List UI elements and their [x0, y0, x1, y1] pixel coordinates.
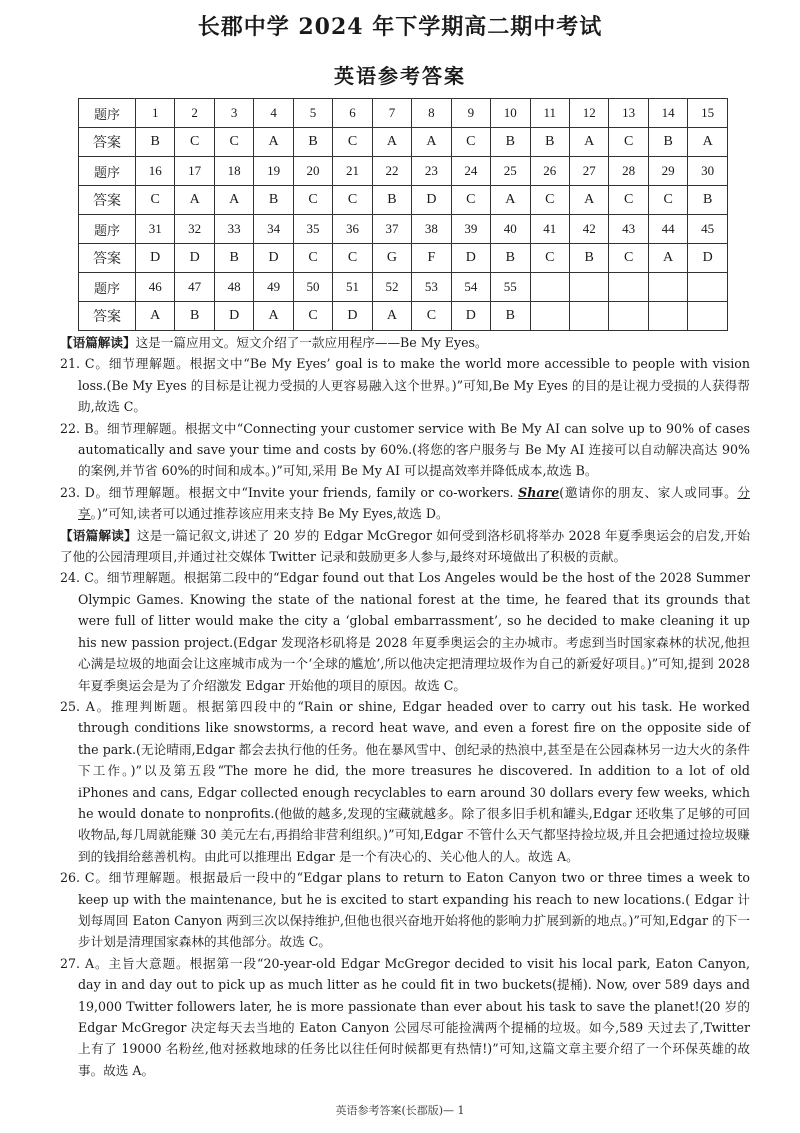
answer-cell: B: [136, 128, 175, 157]
explanations: [60, 332, 750, 1081]
question-number-cell: 16: [136, 157, 175, 186]
answer-cell: D: [451, 302, 490, 331]
row-label-answer: 答案: [79, 302, 136, 331]
answer-cell: F: [412, 244, 451, 273]
answer-cell: G: [372, 244, 411, 273]
question-number-cell: 20: [293, 157, 332, 186]
question-number-row: [79, 99, 728, 128]
row-label-answer: 答案: [79, 128, 136, 157]
row-label-answer: 答案: [79, 244, 136, 273]
question-number-cell: 35: [293, 215, 332, 244]
answer-cell: B: [530, 128, 569, 157]
answer-explanation-25: 25. A。推理判断题。根据第四段中的“Rain or shine, Edgar headed over to carry out his task. He worked through conditions like snowstorms, a record heat wave, and even a forest fire on the opposite side of the park.(无论晴雨,Edgar 都会去执行他的任务。他在暴风雪中、创纪录的热浪中,甚至是在公园森林另一边大火的条件下工作。)”以及第五段“The more he did, the more treasures he discovered. In addition to a lot of old iPhones and cans, Edgar collected enough recyclables to earn around 30 dollars every few weeks, which he would donate to nonprofits.(他做的越多,发现的宝藏就越多。除了很多旧手机和罐头,Edgar 还收集了足够的可回收物品,每几周就能赚 30 美元左右,再捐给非营利组织。)”可知,Edgar 不管什么天气都坚持捡垃圾,并且会把通过捡垃圾赚到的钱捐给慈善机构。由此可以推理出 Edgar 是一个有决心的、关心他人的人。故选 A。: [60, 698, 750, 864]
question-number-row: [79, 215, 728, 244]
q23-part-a: 23. D。细节理解题。根据文中“Invite your friends, family or co-workers.: [60, 484, 519, 500]
question-number-cell: 37: [372, 215, 411, 244]
question-number-cell: 3: [214, 99, 253, 128]
row-label-answer: 答案: [79, 186, 136, 215]
q23-share-word: Share: [518, 484, 560, 500]
question-number-cell: 55: [491, 273, 530, 302]
answer-explanation-24: 24. C。细节理解题。根据第二段中的“Edgar found out that Los Angeles would be the host of the 2028 Summer Olympic Games. Knowing the state of the national forest at the time, he feared that its grounds that were full of litter would make the city a ‘global embarrassment’, so he decided to make cleaning it up his new passion project.(Edgar 发现洛杉矶将是 2028 年夏季奥运会的主办城市。考虑到当时国家森林的状况,他担心满是垃圾的地面会让这座城市成为一个‘全球的尴尬’,所以他决定把清理垃圾作为自己的新爱好项目。)”可知,提到 2028 年夏季奥运会是为了介绍激发 Edgar 开始他的项目的原因。故选 C。: [60, 570, 750, 693]
answer-cell: B: [491, 244, 530, 273]
question-number-cell: 41: [530, 215, 569, 244]
question-number-cell: 28: [609, 157, 648, 186]
answer-cell: D: [214, 302, 253, 331]
question-number-cell: [609, 273, 648, 302]
answer-cell: B: [293, 128, 332, 157]
question-number-cell: 4: [254, 99, 293, 128]
answer-cell: C: [412, 302, 451, 331]
answer-cell: [569, 302, 608, 331]
question-number-cell: 21: [333, 157, 372, 186]
answer-cell: D: [412, 186, 451, 215]
question-number-cell: 30: [688, 157, 728, 186]
answer-cell: B: [491, 302, 530, 331]
answer-cell: [688, 302, 728, 331]
answer-cell: D: [451, 244, 490, 273]
answer-cell: C: [609, 128, 648, 157]
answer-cell: C: [136, 186, 175, 215]
answer-explanation-23: [60, 482, 750, 525]
answer-cell: C: [648, 186, 687, 215]
question-number-cell: 12: [569, 99, 608, 128]
question-number-cell: 7: [372, 99, 411, 128]
answer-cell: A: [136, 302, 175, 331]
answer-key-row: [79, 244, 728, 273]
question-number-cell: 13: [609, 99, 648, 128]
question-number-cell: 51: [333, 273, 372, 302]
question-number-cell: 1: [136, 99, 175, 128]
question-number-cell: 36: [333, 215, 372, 244]
answer-cell: B: [254, 186, 293, 215]
passage-intro-2: [60, 525, 750, 568]
question-number-cell: 48: [214, 273, 253, 302]
question-number-cell: [648, 273, 687, 302]
question-number-cell: 52: [372, 273, 411, 302]
question-number-row: [79, 157, 728, 186]
answer-cell: A: [569, 128, 608, 157]
answer-cell: C: [293, 244, 332, 273]
section-text: 这是一篇记叙文,讲述了 20 岁的 Edgar McGregor 如何受到洛杉矶将举办 2028 年夏季奥运会的启发,开始了他的公园清理项目,并通过社交媒体 Twitter 记录和鼓励更多人参与,最终对环境做出了积极的贡献。: [60, 527, 750, 565]
question-number-cell: [569, 273, 608, 302]
row-label-question: 题序: [79, 157, 136, 186]
answer-table: [78, 98, 728, 331]
q23-part-b: (邀请你的朋友、家人或同事。: [559, 484, 738, 500]
answer-cell: C: [530, 186, 569, 215]
answer-cell: C: [333, 244, 372, 273]
page-footer: 英语参考答案(长郡版)— 1: [335, 1104, 465, 1117]
question-number-cell: 2: [175, 99, 214, 128]
q23-share-translation: 分享: [78, 484, 750, 522]
question-number-cell: 19: [254, 157, 293, 186]
section-label: 【语篇解读】: [60, 527, 137, 543]
answer-cell: C: [609, 186, 648, 215]
question-number-cell: 45: [688, 215, 728, 244]
question-number-cell: 38: [412, 215, 451, 244]
question-number-row: [79, 273, 728, 302]
answer-cell: A: [412, 128, 451, 157]
question-number-cell: 6: [333, 99, 372, 128]
question-number-cell: 53: [412, 273, 451, 302]
answer-explanation-26: 26. C。细节理解题。根据最后一段中的“Edgar plans to return to Eaton Canyon two or three times a week to keep up with the maintenance, but he is excited to start expanding his reach to new locations.( Edgar 计划每周回 Eaton Canyon 两到三次以保持维护,但他也很兴奋地开始将他的影响力扩展到新的地点。)”可知,Edgar 的下一步计划是清理国家森林的其他部分。故选 C。: [60, 870, 750, 950]
answer-cell: C: [293, 302, 332, 331]
answer-cell: C: [333, 128, 372, 157]
answer-cell: A: [214, 186, 253, 215]
answer-cell: [530, 302, 569, 331]
answer-cell: B: [648, 128, 687, 157]
question-number-cell: 33: [214, 215, 253, 244]
question-number-cell: 27: [569, 157, 608, 186]
answer-cell: C: [175, 128, 214, 157]
question-number-cell: 50: [293, 273, 332, 302]
question-number-cell: 42: [569, 215, 608, 244]
answer-cell: A: [491, 186, 530, 215]
question-number-cell: 43: [609, 215, 648, 244]
answer-cell: C: [609, 244, 648, 273]
answer-explanation-22: 22. B。细节理解题。根据文中“Connecting your customer service with Be My AI can solve up to 90% of cases automatically and save your time and costs by 60%.(将您的客户服务与 Be My AI 连接可以自动解决高达 90%的案例,并节省 60%的时间和成本。)”可知,采用 Be My AI 可以提高效率并降低成本,故选 B。: [60, 420, 750, 479]
answer-cell: D: [688, 244, 728, 273]
question-number-cell: 17: [175, 157, 214, 186]
answer-key-row: [79, 128, 728, 157]
answer-cell: C: [451, 186, 490, 215]
row-label-question: 题序: [79, 99, 136, 128]
question-number-cell: 49: [254, 273, 293, 302]
question-number-cell: 40: [491, 215, 530, 244]
question-number-cell: 26: [530, 157, 569, 186]
answer-explanation-21: 21. C。细节理解题。根据文中“Be My Eyes’ goal is to make the world more accessible to people with vision loss.(Be My Eyes 的目标是让视力受损的人更容易融入这个世界。)”可知,Be My Eyes 的目的是让视力受损的人获得帮助,故选 C。: [60, 356, 750, 415]
answer-cell: A: [648, 244, 687, 273]
page-title: 长郡中学 2024 年下学期高二期中考试: [197, 14, 603, 40]
section-label: 【语篇解读】: [60, 335, 136, 350]
answer-cell: A: [254, 302, 293, 331]
question-number-cell: 54: [451, 273, 490, 302]
question-number-cell: 31: [136, 215, 175, 244]
row-label-question: 题序: [79, 215, 136, 244]
answer-cell: A: [372, 302, 411, 331]
answer-cell: B: [214, 244, 253, 273]
question-number-cell: 24: [451, 157, 490, 186]
question-number-cell: 14: [648, 99, 687, 128]
answer-cell: B: [372, 186, 411, 215]
question-number-cell: 46: [136, 273, 175, 302]
answer-cell: D: [254, 244, 293, 273]
question-number-cell: 39: [451, 215, 490, 244]
question-number-cell: 18: [214, 157, 253, 186]
question-number-cell: 29: [648, 157, 687, 186]
answer-cell: B: [688, 186, 728, 215]
question-number-cell: 5: [293, 99, 332, 128]
answer-cell: C: [293, 186, 332, 215]
passage-intro-1: [60, 332, 750, 353]
answer-cell: D: [136, 244, 175, 273]
answer-key-row: [79, 186, 728, 215]
answer-cell: A: [688, 128, 728, 157]
answer-cell: A: [569, 186, 608, 215]
question-number-cell: 47: [175, 273, 214, 302]
answer-cell: C: [451, 128, 490, 157]
answer-cell: [648, 302, 687, 331]
answer-cell: A: [372, 128, 411, 157]
question-number-cell: 22: [372, 157, 411, 186]
answer-cell: C: [333, 186, 372, 215]
answer-cell: A: [254, 128, 293, 157]
question-number-cell: 11: [530, 99, 569, 128]
answer-explanation-27: 27. A。主旨大意题。根据第一段“20-year-old Edgar McGregor decided to visit his local park, Eaton Canyon, day in and day out to pick up as much litter as he could fit in two buckets(提桶). Now, over 589 days and 19,000 Twitter followers later, he is more passionate than ever about his task to save the planet!(20 岁的 Edgar McGregor 决定每天去当地的 Eaton Canyon 公园尽可能捡满两个提桶的垃圾。如今,589 天过去了,Twitter 上有了 19000 名粉丝,他对拯救地球的任务比以往任何时候都更有热情!)”可知,这篇文章主要介绍了一个环保英雄的故事。故选 A。: [60, 955, 750, 1078]
answer-cell: B: [175, 302, 214, 331]
answer-cell: D: [175, 244, 214, 273]
question-number-cell: [530, 273, 569, 302]
question-number-cell: 10: [491, 99, 530, 128]
question-number-cell: [688, 273, 728, 302]
question-number-cell: 15: [688, 99, 728, 128]
question-number-cell: 34: [254, 215, 293, 244]
answer-cell: A: [175, 186, 214, 215]
question-number-cell: 8: [412, 99, 451, 128]
q23-part-c: 。)”可知,读者可以通过推荐该应用来支持 Be My Eyes,故选 D。: [90, 506, 449, 522]
page-subtitle: 英语参考答案: [334, 64, 466, 88]
section-text: 这是一篇应用文。短文介绍了一款应用程序——Be My Eyes。: [135, 335, 488, 350]
question-number-cell: 32: [175, 215, 214, 244]
answer-cell: C: [214, 128, 253, 157]
question-number-cell: 9: [451, 99, 490, 128]
question-number-cell: 44: [648, 215, 687, 244]
row-label-question: 题序: [79, 273, 136, 302]
answer-key-row: [79, 302, 728, 331]
answer-cell: B: [491, 128, 530, 157]
answer-cell: C: [530, 244, 569, 273]
question-number-cell: 25: [491, 157, 530, 186]
answer-cell: [609, 302, 648, 331]
answer-cell: D: [333, 302, 372, 331]
answer-cell: B: [569, 244, 608, 273]
question-number-cell: 23: [412, 157, 451, 186]
